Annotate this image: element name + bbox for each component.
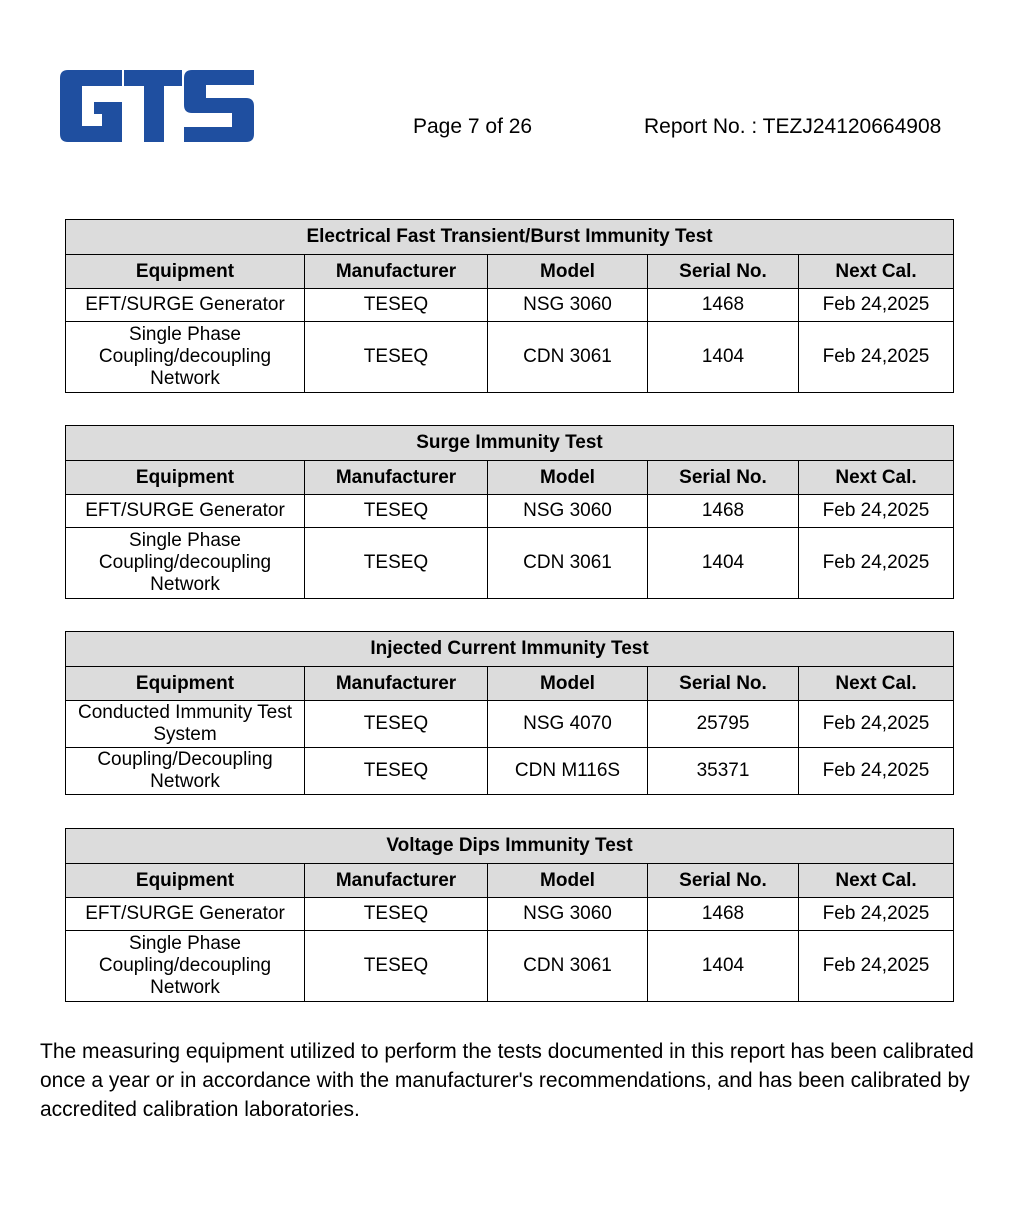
manufacturer-cell: TESEQ [305, 748, 488, 795]
equipment-cell: EFT/SURGE Generator [66, 289, 305, 322]
model-cell: CDN 3061 [488, 322, 648, 393]
col-header-equipment: Equipment [66, 864, 305, 898]
next-cal-cell: Feb 24,2025 [799, 898, 954, 931]
model-cell: CDN 3061 [488, 528, 648, 599]
table-row [66, 495, 954, 528]
col-header-serial: Serial No. [648, 864, 799, 898]
col-header-manufacturer: Manufacturer [305, 461, 488, 495]
table-title: Electrical Fast Transient/Burst Immunity Test [66, 220, 954, 255]
equipment-cell: Single Phase Coupling/decoupling Network [66, 931, 305, 1002]
col-header-model: Model [488, 864, 648, 898]
next-cal-cell: Feb 24,2025 [799, 322, 954, 393]
manufacturer-cell: TESEQ [305, 289, 488, 322]
model-cell: NSG 4070 [488, 701, 648, 748]
col-header-equipment: Equipment [66, 461, 305, 495]
serial-cell: 1468 [648, 898, 799, 931]
equipment-cell: EFT/SURGE Generator [66, 495, 305, 528]
col-header-serial: Serial No. [648, 255, 799, 289]
table-title: Injected Current Immunity Test [66, 632, 954, 667]
col-header-serial: Serial No. [648, 667, 799, 701]
col-header-model: Model [488, 461, 648, 495]
manufacturer-cell: TESEQ [305, 322, 488, 393]
table-row [66, 528, 954, 599]
model-cell: CDN M116S [488, 748, 648, 795]
col-header-model: Model [488, 255, 648, 289]
serial-cell: 1468 [648, 495, 799, 528]
next-cal-cell: Feb 24,2025 [799, 495, 954, 528]
table-row [66, 322, 954, 393]
model-cell: CDN 3061 [488, 931, 648, 1002]
equipment-cell: Single Phase Coupling/decoupling Network [66, 528, 305, 599]
serial-cell: 35371 [648, 748, 799, 795]
col-header-equipment: Equipment [66, 255, 305, 289]
serial-cell: 1404 [648, 528, 799, 599]
voltage-dips-table [65, 828, 954, 1002]
model-cell: NSG 3060 [488, 495, 648, 528]
equipment-cell: EFT/SURGE Generator [66, 898, 305, 931]
col-header-equipment: Equipment [66, 667, 305, 701]
table-row [66, 898, 954, 931]
page-number: Page 7 of 26 [413, 115, 533, 138]
equipment-cell: Coupling/Decoupling Network [66, 748, 305, 795]
table-title: Surge Immunity Test [66, 426, 954, 461]
serial-cell: 1404 [648, 322, 799, 393]
col-header-next-cal: Next Cal. [799, 864, 954, 898]
calibration-note: The measuring equipment utilized to perform the tests documented in this report has been calibrated once a year or in accordance with the manufacturer's recommendations, and has been calibrated by accredited calibration laboratories. [40, 1040, 974, 1121]
gts-logo [60, 70, 254, 142]
manufacturer-cell: TESEQ [305, 528, 488, 599]
table-row [66, 701, 954, 748]
next-cal-cell: Feb 24,2025 [799, 701, 954, 748]
equipment-cell: Conducted Immunity Test System [66, 701, 305, 748]
serial-cell: 25795 [648, 701, 799, 748]
col-header-serial: Serial No. [648, 461, 799, 495]
col-header-manufacturer: Manufacturer [305, 255, 488, 289]
col-header-next-cal: Next Cal. [799, 461, 954, 495]
col-header-manufacturer: Manufacturer [305, 864, 488, 898]
serial-cell: 1404 [648, 931, 799, 1002]
model-cell: NSG 3060 [488, 898, 648, 931]
col-header-model: Model [488, 667, 648, 701]
col-header-manufacturer: Manufacturer [305, 667, 488, 701]
injected-current-table [65, 631, 954, 795]
col-header-next-cal: Next Cal. [799, 255, 954, 289]
manufacturer-cell: TESEQ [305, 495, 488, 528]
equipment-cell: Single Phase Coupling/decoupling Network [66, 322, 305, 393]
table-row [66, 931, 954, 1002]
next-cal-cell: Feb 24,2025 [799, 289, 954, 322]
next-cal-cell: Feb 24,2025 [799, 931, 954, 1002]
manufacturer-cell: TESEQ [305, 701, 488, 748]
report-number: Report No. : TEZJ24120664908 [644, 115, 942, 138]
manufacturer-cell: TESEQ [305, 898, 488, 931]
eft-burst-table [65, 219, 954, 393]
table-title: Voltage Dips Immunity Test [66, 829, 954, 864]
surge-table [65, 425, 954, 599]
serial-cell: 1468 [648, 289, 799, 322]
table-row [66, 289, 954, 322]
next-cal-cell: Feb 24,2025 [799, 528, 954, 599]
manufacturer-cell: TESEQ [305, 931, 488, 1002]
col-header-next-cal: Next Cal. [799, 667, 954, 701]
next-cal-cell: Feb 24,2025 [799, 748, 954, 795]
table-row [66, 748, 954, 795]
model-cell: NSG 3060 [488, 289, 648, 322]
